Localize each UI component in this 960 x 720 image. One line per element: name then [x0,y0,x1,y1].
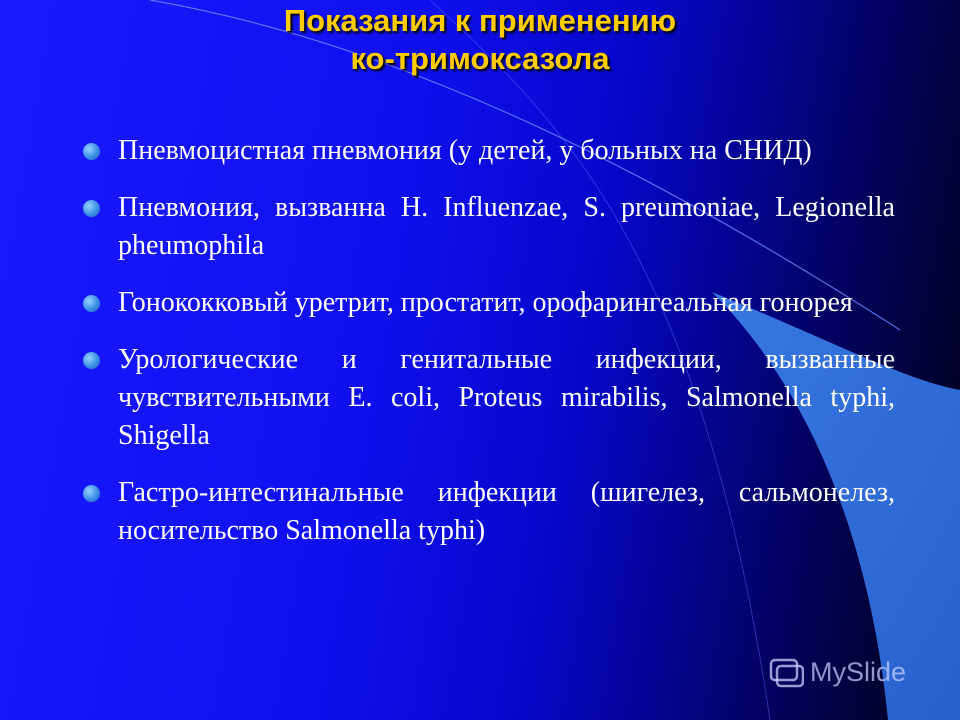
list-item-text: Пневмония, вызванна H. Influenzae, S. preumoniae, Legionella pheumophila [118,192,895,261]
list-item-text: Гастро-интестинальные инфекции (шигелез, сальмонелез, носительство Salmonella typhi) [118,477,895,546]
list-item [83,189,895,265]
bullet-dot-icon [83,352,100,369]
list-item [83,341,895,455]
list-item [83,474,895,550]
list-item [83,132,895,170]
list-item-text: Гонококковый уретрит, простатит, орофарингеальная гонорея [118,287,853,318]
bullet-dot-icon [83,200,100,217]
myshared-logo-icon [768,654,804,690]
slide-title [120,2,840,78]
title-line-1: Показания к применению [283,3,677,38]
bullet-dot-icon [83,295,100,312]
list-item-text: Пневмоцистная пневмония (у детей, у больных на СНИД) [118,135,812,166]
bullet-dot-icon [83,143,100,160]
title-line-2: ко-тримоксазола [350,41,610,76]
list-item [83,284,895,322]
watermark-text: MySlide [810,656,907,687]
bullet-dot-icon [83,485,100,502]
indications-list [83,132,895,569]
list-item-text: Урологические и генитальные инфекции, вызванные чувствительными E. coli, Proteus mirabilis, Salmonella typhi, Shigella [118,344,895,451]
watermark [768,654,906,690]
